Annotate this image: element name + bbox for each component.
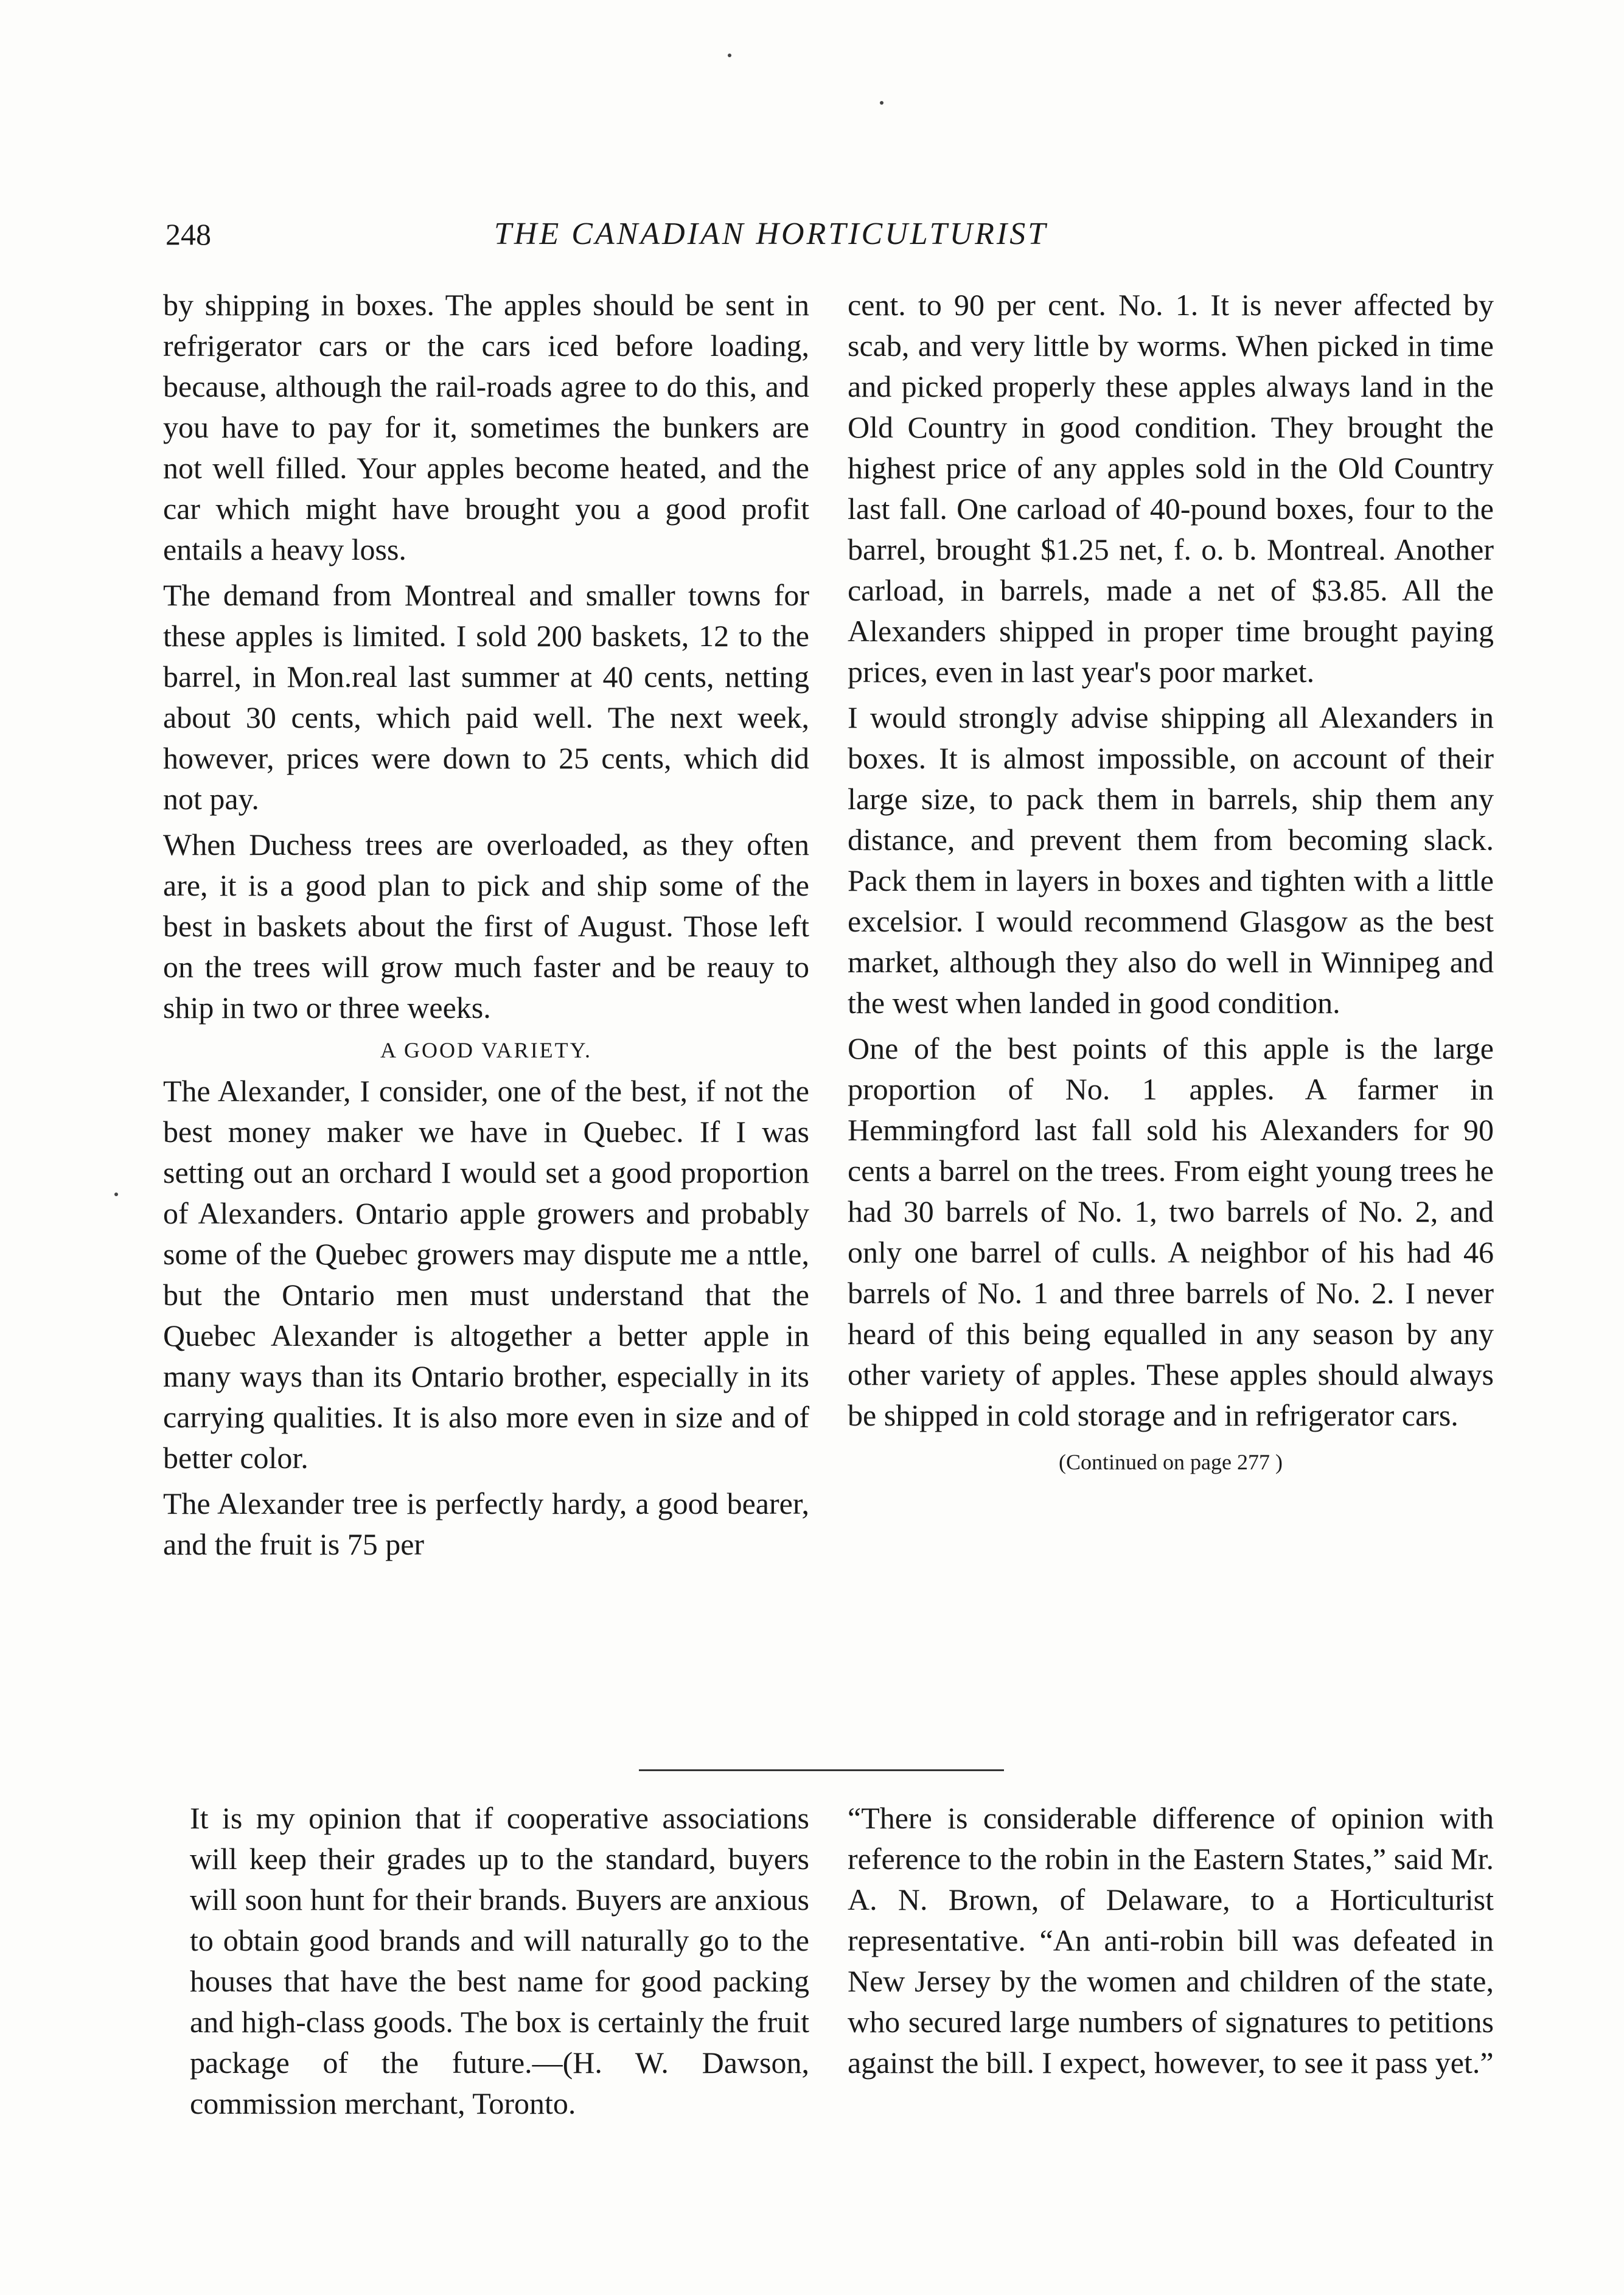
left-column — [163, 285, 809, 1565]
paragraph: The Alexander, I consider, one of the best, if not the best money maker we have in Quebec. If I was setting out an orchard I would set a good proportion of Alexanders. Ontario apple growers and probably some of the Quebec growers may dispute me a nttle, but the Ontario men must understand that the Quebec Alexander is altogether a better apple in many ways than its Ontario brother, especially in its carrying qualities. It is also more even in size and of better color. — [163, 1074, 809, 1475]
section-divider — [639, 1769, 1004, 1771]
right-column — [848, 285, 1494, 1483]
bottom-right-article — [848, 1798, 1494, 2083]
print-speck — [114, 1193, 118, 1196]
continued-note: (Continued on page 277 ) — [1059, 1450, 1283, 1474]
paragraph: When Duchess trees are overloaded, as they often are, it is a good plan to pick and ship some of the best in baskets about the first of August. Those left on the trees will grow much faster and be reauy to ship in two or three weeks. — [163, 827, 809, 1025]
paragraph: The Alexander tree is perfectly hardy, a good bearer, and the fruit is 75 per — [163, 1486, 809, 1561]
running-title: THE CANADIAN HORTICULTURIST — [494, 217, 1048, 251]
paragraph: by shipping in boxes. The apples should be sent in refrigerator cars or the cars iced before loading, because, although the rail-roads agree to do this, and you have to pay for it, sometimes the bunkers are not well filled. Your apples become heated, and the car which might have brought you a good profit entails a heavy loss. — [163, 288, 809, 566]
paragraph: “There is considerable difference of opinion with reference to the robin in the Eastern States,” said Mr. A. N. Brown, of Delaware, to a Horticulturist representative. “An anti-robin bill was defeated in New Jersey by the women and children of the state, who secured large numbers of signatures to petitions against the bill. I expect, however, to see it pass yet.” — [848, 1801, 1494, 2080]
paragraph: The demand from Montreal and smaller towns for these apples is limited. I sold 200 baskets, 12 to the barrel, in Mon.real last summer at 40 cents, netting about 30 cents, which paid well. The next week, however, prices were down to 25 cents, which did not pay. — [163, 578, 809, 816]
bottom-left-article — [190, 1798, 809, 2124]
page-number: 248 — [166, 217, 211, 251]
paragraph: cent. to 90 per cent. No. 1. It is never affected by scab, and very little by worms. When picked in time and picked properly these apples always land in the Old Country in good condition. They brought the highest price of any apples sold in the Old Country last fall. One carload of 40-pound boxes, four to the barrel, brought $1.25 net, f. o. b. Montreal. Another carload, in barrels, made a net of $3.85. All the Alexanders shipped in proper time brought paying prices, even in last year's poor market. — [848, 288, 1494, 689]
paragraph: It is my opinion that if cooperative associations will keep their grades up to the standard, buyers will soon hunt for their brands. Buyers are anxious to obtain good brands and will naturally go to the houses that have the best name for good packing and high-class goods. The box is certainly the fruit package of the future.—(H. W. Dawson, commission merchant, Toronto. — [190, 1801, 809, 2120]
print-speck — [728, 54, 731, 57]
paragraph: I would strongly advise shipping all Alexanders in boxes. It is almost impossible, on account of their large size, to pack them in barrels, ship them any distance, and prevent them from becoming slack. Pack them in layers in boxes and tighten with a little excelsior. I would recommend Glasgow as the best market, although they also do well in Winnipeg and the west when landed in good condition. — [848, 700, 1494, 1020]
page-header — [166, 207, 1480, 262]
print-speck — [880, 101, 883, 105]
paragraph: One of the best points of this apple is the large proportion of No. 1 apples. A farmer in Hemmingford last fall sold his Alexanders for 90 cents a barrel on the trees. From eight young trees he had 30 barrels of No. 1, two barrels of No. 2, and only one barrel of culls. A neighbor of his had 46 barrels of No. 1 and three barrels of No. 2. I never heard of this being equalled in any season by any other variety of apples. These apples should always be shipped in cold storage and in refrigerator cars. — [848, 1031, 1494, 1432]
section-subheading: A GOOD VARIETY. — [380, 1038, 593, 1062]
